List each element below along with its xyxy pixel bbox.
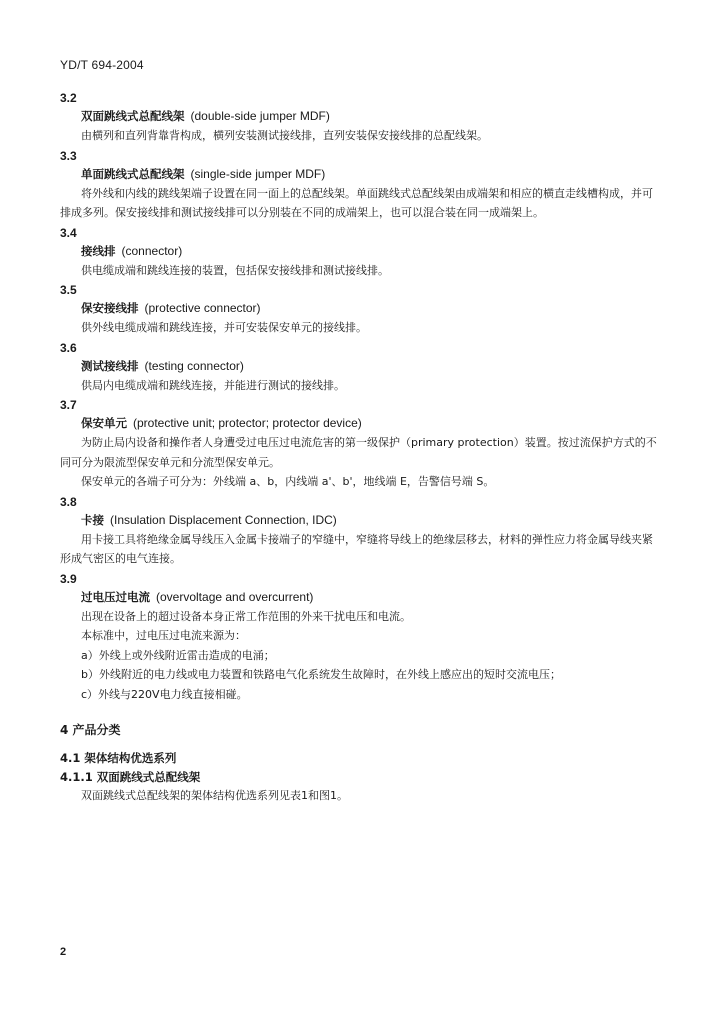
chapter-heading: 4 产品分类 (60, 723, 121, 737)
definition: 供局内电缆成端和跳线连接，并能进行测试的接线排。 (81, 378, 345, 392)
definition: 由横列和直列背靠背构成，横列安装测试接线排，直列安装保安接线排的总配线架。 (81, 129, 488, 142)
term-heading (60, 511, 658, 530)
clause-number: 3.3 (60, 148, 77, 163)
clause-number: 3.6 (60, 340, 77, 355)
clause-number: 3.4 (60, 225, 77, 240)
term-zh: 保安接线排 (81, 301, 139, 315)
term-en: (protective connector) (144, 301, 261, 315)
term-en: (double-side jumper MDF) (190, 109, 330, 123)
document-body (60, 88, 658, 806)
subsection-heading: 4.1.1 双面跳线式总配线架 (60, 770, 201, 784)
standard-code-header: YD/T 694-2004 (60, 58, 144, 72)
definition: 供外线电缆成端和跳线连接，并可安装保安单元的接线排。 (81, 321, 367, 334)
term-heading (60, 165, 658, 184)
definition: 双面跳线式总配线架的架体结构优选系列见表1和图1。 (81, 789, 348, 802)
list-item: a）外线上或外线附近雷击造成的电涌； (81, 648, 275, 662)
term-zh: 测试接线排 (81, 358, 139, 373)
list-item: b）外线附近的电力线或电力装置和铁路电气化系统发生故障时，在外线上感应出的短时交流电压； (81, 668, 561, 681)
definition: 出现在设备上的超过设备本身正常工作范围的外来干扰电压和电流。 (81, 609, 411, 623)
clause-number: 3.7 (60, 398, 77, 412)
definition: 供电缆成端和跳线连接的装置，包括保安接线排和测试接线排。 (81, 263, 389, 277)
clause-number: 3.2 (60, 91, 77, 105)
definition: 用卡接工具将绝缘金属导线压入金属卡接端子的窄缝中，窄缝将导线上的绝缘层移去，材料的弹性应力将金属导线夹紧形成气密区的电气连接。 (60, 532, 653, 565)
term-heading (60, 299, 658, 318)
term-zh: 卡接 (81, 512, 104, 527)
sources-intro: 本标准中，过电压过电流来源为： (81, 629, 246, 642)
list-item: c）外线与220V电力线直接相碰。 (81, 687, 248, 701)
term-zh: 保安单元 (81, 416, 127, 430)
clause-number: 3.9 (60, 571, 77, 586)
term-zh: 过电压过电流 (81, 589, 150, 604)
term-en: (overvoltage and overcurrent) (156, 589, 314, 604)
clause-number: 3.8 (60, 494, 77, 509)
term-en: (testing connector) (144, 358, 244, 373)
clause-number: 3.5 (60, 283, 77, 297)
definition: 为防止局内设备和操作者人身遭受过电压过电流危害的第一级保护（primary protection）装置。按过流保护方式的不同可分为限流型保安单元和分流型保安单元。 (60, 436, 657, 469)
term-heading (60, 588, 658, 607)
term-en: (protective unit; protector; protector device) (133, 416, 362, 430)
term-heading (60, 242, 658, 261)
section-heading: 4.1 架体结构优选系列 (60, 751, 177, 765)
page-number: 2 (60, 946, 67, 958)
term-heading (60, 107, 658, 126)
definition-terminals: 保安单元的各端子可分为：外线端 a、b，内线端 a'、b'，地线端 E，告警信号端 S。 (81, 475, 495, 488)
term-en: (connector) (121, 243, 183, 258)
term-en: (Insulation Displacement Connection, IDC) (110, 512, 337, 527)
term-en: (single-side jumper MDF) (190, 166, 326, 181)
term-zh: 接线排 (81, 243, 116, 258)
definition: 将外线和内线的跳线架端子设置在同一面上的总配线架。单面跳线式总配线架由成端架和相应的横直走线槽构成，并可排成多列。保安接线排和测试接线排可以分别装在不同的成端架上，也可以混合装在同一成端架上。 (60, 186, 653, 219)
term-zh: 单面跳线式总配线架 (81, 166, 185, 181)
term-heading (60, 357, 658, 376)
term-zh: 双面跳线式总配线架 (81, 109, 185, 123)
term-heading (60, 414, 658, 433)
